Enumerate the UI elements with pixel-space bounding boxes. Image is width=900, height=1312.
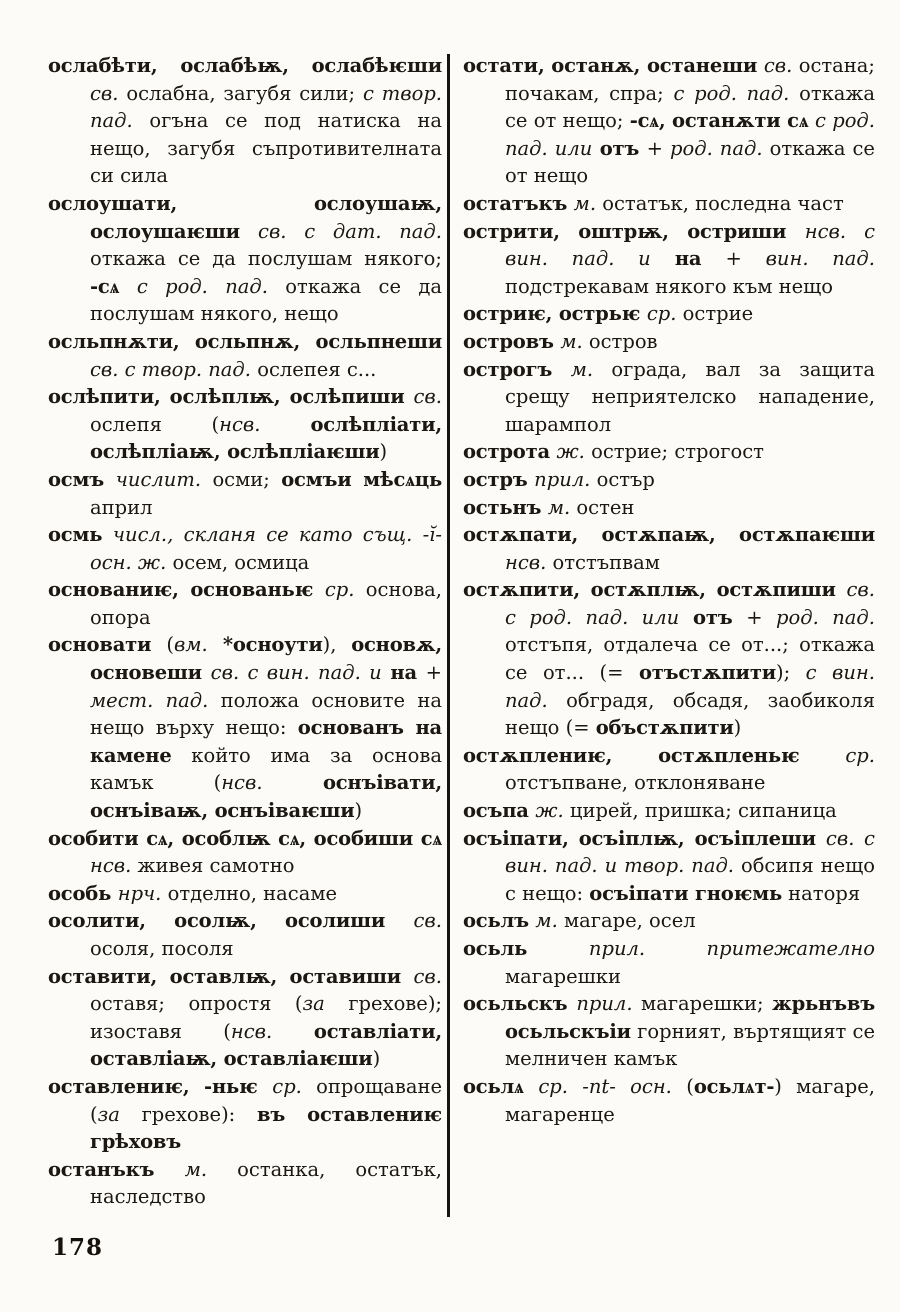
dictionary-entry <box>48 907 442 962</box>
definition-text: ослепея с... <box>251 357 377 381</box>
definition-text: остър <box>590 467 655 491</box>
headword-text: отъ <box>679 605 747 629</box>
right-column <box>463 52 875 1128</box>
dictionary-entry <box>463 494 875 522</box>
grammar-label: ж. <box>556 440 585 464</box>
headword-text: ослѣпити, ослѣплѭ, ослѣпиши <box>48 385 414 409</box>
dictionary-entry <box>463 218 875 301</box>
definition-text: осоля, посоля <box>90 937 234 960</box>
definition-text: ( <box>671 1074 694 1098</box>
headword-text: осъіпати гноѥмь <box>589 881 782 905</box>
dictionary-entry <box>463 190 875 218</box>
definition-text: остен <box>570 495 635 519</box>
headword-text: -сѧ <box>90 274 137 298</box>
dictionary-entry <box>463 52 875 190</box>
definition-text: опрощаване ( <box>90 1074 442 1126</box>
headword-text: осьльскъ <box>463 992 577 1016</box>
definition-text: остатък, последна част <box>596 191 844 215</box>
definition-text: грехове): <box>119 1102 257 1126</box>
grammar-label: м. <box>573 191 597 215</box>
grammar-label: св. с твор. пад. <box>90 357 251 381</box>
grammar-label: за <box>302 992 325 1016</box>
definition-text: обсипя нещо с нещо: <box>505 854 875 905</box>
definition-text: ограда, вал за защита срещу неприятелско нападение, шарампол <box>505 357 876 436</box>
definition-text: подстрекавам някого към нещо <box>505 274 834 298</box>
definition-text: отделно, насаме <box>161 881 338 905</box>
headword-text: остръ <box>463 467 535 491</box>
dictionary-entry <box>463 742 875 797</box>
definition-text: острие <box>676 302 754 326</box>
headword-text: останъкъ <box>48 1157 185 1181</box>
grammar-label: св. <box>413 964 442 988</box>
headword-text: основаниѥ, основаньѥ <box>48 578 325 602</box>
grammar-label: с род. пад. или <box>505 109 875 160</box>
dictionary-entry <box>48 466 442 521</box>
headword-text: осьль <box>463 937 589 960</box>
definition-text: ) <box>372 1047 381 1071</box>
headword-text: осъпа <box>463 799 536 823</box>
definition-text: грехове); изоставя ( <box>90 992 443 1043</box>
grammar-label: нсв. <box>221 771 263 795</box>
headword-text: жрьнъвъ осьльскъіи <box>505 992 875 1043</box>
definition-text: ( <box>166 633 175 657</box>
grammar-label: м. <box>547 495 571 519</box>
headword-text: *осноути <box>207 633 323 657</box>
headword-text: осьлѧт- <box>693 1074 775 1098</box>
headword-text: ослоушати, ослоушаѭ, ослоушаѥши <box>48 191 442 243</box>
definition-text: + <box>425 661 443 685</box>
dictionary-entry <box>463 521 875 576</box>
grammar-label: ср. <box>646 302 677 326</box>
headword-text: основати <box>48 633 167 657</box>
definition-text: осми; <box>201 467 282 491</box>
dictionary-entry <box>48 52 442 190</box>
grammar-label: нсв. с вин. пад. и <box>505 219 875 271</box>
headword-text: объстѫпити <box>595 716 734 740</box>
grammar-label: св. с вин. пад. и твор. пад. <box>505 826 875 878</box>
grammar-label: ср. <box>272 1074 302 1098</box>
headword-text: основѫ, основеши <box>90 633 442 685</box>
grammar-label: род. пад. <box>669 136 763 160</box>
definition-text: магарешки <box>505 964 621 988</box>
headword-text: оснъівати, оснъіваѭ, оснъіваѥши <box>90 771 442 823</box>
definition-text: откажа се да послушам някого, нещо <box>90 274 442 326</box>
grammar-label: ср. <box>845 743 875 767</box>
definition-text: оставя; опростя ( <box>90 992 303 1016</box>
grammar-label: св. с род. пад. или <box>505 578 875 629</box>
definition-text: + <box>746 605 777 629</box>
grammar-label: ср. <box>324 578 355 602</box>
dictionary-entry <box>463 1073 875 1128</box>
definition-text: цирей, пришка; сипаница <box>563 799 837 823</box>
grammar-label: св. <box>90 81 119 105</box>
grammar-label: с твор. пад. <box>90 81 442 133</box>
grammar-label: прил. <box>576 992 633 1016</box>
headword-text: на <box>650 247 726 271</box>
grammar-label: ж. <box>535 799 564 823</box>
grammar-label: с вин. пад. <box>505 661 875 712</box>
headword-text: отъ <box>592 136 647 160</box>
grammar-label: вин. пад. <box>765 247 875 271</box>
definition-text: магаре, осел <box>557 909 696 933</box>
definition-text: отстъпя, отдалеча се от...; откажа се от... (= <box>505 633 875 685</box>
dictionary-entry <box>463 356 875 439</box>
dictionary-entry <box>48 1073 442 1156</box>
dictionary-entry <box>48 1156 442 1211</box>
dictionary-entry <box>48 880 442 908</box>
definition-text: откажа се да послушам някого; <box>90 247 442 271</box>
headword-text: остѫпати, остѫпаѭ, остѫпаѥши <box>463 523 875 547</box>
definition-text: ) <box>733 716 742 740</box>
grammar-label: нсв. <box>90 854 132 878</box>
headword-text: остьнъ <box>463 495 548 519</box>
headword-text: осмь <box>48 523 113 547</box>
grammar-label: нсв. <box>219 412 261 436</box>
grammar-label: числ., скланя се като същ. -ĭ- осн. ж. <box>90 523 442 574</box>
grammar-label: вм. <box>174 633 208 657</box>
definition-text: осем, осмица <box>166 550 310 574</box>
headword-text: острогъ <box>463 357 571 381</box>
headword-text: остати, останѫ, останеши <box>463 54 764 77</box>
definition-text: ) <box>379 440 388 464</box>
grammar-label: нсв. <box>230 1019 273 1043</box>
grammar-label: св. с дат. пад. <box>258 219 442 243</box>
headword-text: ослабѣти, ослабѣѭ, ослабѣѥши <box>48 54 442 77</box>
grammar-label: м. <box>570 357 594 381</box>
definition-text: останка, остатък, наследство <box>90 1157 442 1209</box>
left-column <box>48 52 442 1211</box>
headword-text: основанъ на камене <box>90 716 442 767</box>
definition-text: април <box>90 495 153 519</box>
grammar-label: м. <box>560 329 583 353</box>
dictionary-entry <box>463 825 875 908</box>
definition-text: ); <box>775 661 806 685</box>
definition-text: наторя <box>781 881 861 905</box>
grammar-label: род. пад. <box>776 605 875 629</box>
headword-text: оставлениѥ, -ньѥ <box>48 1074 273 1098</box>
headword-text: -сѧ, останѫти сѧ <box>629 109 816 133</box>
dictionary-entry <box>48 963 442 1073</box>
dictionary-entry <box>463 300 875 328</box>
headword-text: остатъкъ <box>463 191 574 215</box>
definition-text: + <box>725 247 766 271</box>
grammar-label: св. <box>763 54 793 77</box>
grammar-label: ср. -nt- осн. <box>538 1074 672 1098</box>
dictionary-entry <box>463 438 875 466</box>
grammar-label: прил. притежателно <box>588 937 875 960</box>
grammar-label: числит. <box>115 467 202 491</box>
dictionary-entry <box>48 383 442 466</box>
definition-text: отстъпвам <box>546 550 660 574</box>
dictionary-entry <box>463 935 875 990</box>
dictionary-entry <box>48 328 442 383</box>
dictionary-entry <box>48 631 442 824</box>
definition-text: ), <box>322 633 352 657</box>
headword-text: оставліати, оставліаѭ, оставліаѥши <box>90 1019 442 1071</box>
headword-text: остѫплениѥ, остѫпленьѥ <box>463 743 846 767</box>
headword-text: островъ <box>463 329 561 353</box>
headword-text: на <box>381 661 426 685</box>
definition-text: остров <box>582 329 658 353</box>
headword-text: ослѣпліати, ослѣпліаѭ, ослѣпліаѥши <box>90 412 442 464</box>
definition-text: горният, въртящият се мелничен камък <box>505 1019 875 1071</box>
grammar-label: с род. пад. <box>136 274 268 298</box>
definition-text: основа, опора <box>90 578 443 629</box>
definition-text: ) <box>354 799 363 823</box>
definition-text: който има за основа камък ( <box>90 743 442 795</box>
dictionary-entry <box>48 825 442 880</box>
grammar-label: прил. <box>534 467 591 491</box>
dictionary-entry <box>463 797 875 825</box>
headword-text: остриѥ, острьѥ <box>463 302 647 326</box>
definition-text: обградя, обсадя, заобиколя нещо (= <box>505 688 875 740</box>
definition-text: ) магаре, магаренце <box>505 1074 876 1126</box>
headword-text: осьлъ <box>463 909 536 933</box>
dictionary-entry <box>463 990 875 1073</box>
grammar-label: м. <box>535 909 558 933</box>
headword-text: остѫпити, остѫплѭ, остѫпиши <box>463 578 847 602</box>
dictionary-entry <box>48 190 442 328</box>
dictionary-entry <box>48 576 442 631</box>
headword-text: особь <box>48 881 118 905</box>
headword-text: осъіпати, осъіплѭ, осъіплеши <box>463 826 826 850</box>
definition-text: откажа се от нещо <box>505 136 875 188</box>
definition-text: магарешки; <box>632 992 773 1016</box>
headword-text: острота <box>463 440 557 464</box>
definition-text: + <box>646 136 670 160</box>
dictionary-entry <box>463 907 875 935</box>
headword-text: осмъи мѣсѧць <box>281 467 442 491</box>
grammar-label: св. <box>413 909 442 933</box>
headword-text: острити, оштрѭ, остриши <box>463 219 805 243</box>
dictionary-entry <box>48 521 442 576</box>
headword-text: особити сѧ, особлѭ сѧ, особиши сѧ <box>48 826 442 850</box>
dictionary-entry <box>463 466 875 494</box>
grammar-label: с род. пад. <box>673 81 790 105</box>
grammar-label: св. <box>413 385 442 409</box>
grammar-label: нрч. <box>117 881 162 905</box>
headword-text: оставити, оставлѭ, оставиши <box>48 964 414 988</box>
grammar-label: нсв. <box>505 550 547 574</box>
headword-text: осмъ <box>48 467 116 491</box>
definition-text: ослабна, загубя сили; <box>118 81 363 105</box>
definition-text: откажа се от нещо; <box>505 81 876 133</box>
grammar-label: м. <box>184 1157 208 1181</box>
headword-text: отъстѫпити <box>638 661 776 685</box>
page-number: 178 <box>52 1234 104 1261</box>
definition-text: положа основите на нещо върху нещо: <box>90 688 442 740</box>
definition-text: ослепя ( <box>90 412 220 436</box>
definition-text: отстъпване, отклоняване <box>505 771 766 795</box>
headword-text: осолити, осолѭ, осолиши <box>48 909 414 933</box>
column-divider <box>447 54 450 1217</box>
dictionary-entry <box>463 576 875 742</box>
headword-text: осьлѧ <box>463 1074 539 1098</box>
dictionary-entry <box>463 328 875 356</box>
definition-text: острие; строгост <box>584 440 764 464</box>
definition-text: живея самотно <box>131 854 295 878</box>
definition-text: остана; почакам, спра; <box>505 54 875 105</box>
headword-text: осльпнѫти, осльпнѫ, осльпнеши <box>48 329 442 353</box>
definition-text: огъна се под натиска на нещо, загубя съпротивителната си сила <box>90 109 442 188</box>
grammar-label: мест. пад. <box>90 688 209 712</box>
headword-text: въ оставлениѥ грѣховъ <box>90 1102 442 1154</box>
grammar-label: св. с вин. пад. и <box>210 661 382 685</box>
grammar-label: за <box>97 1102 120 1126</box>
